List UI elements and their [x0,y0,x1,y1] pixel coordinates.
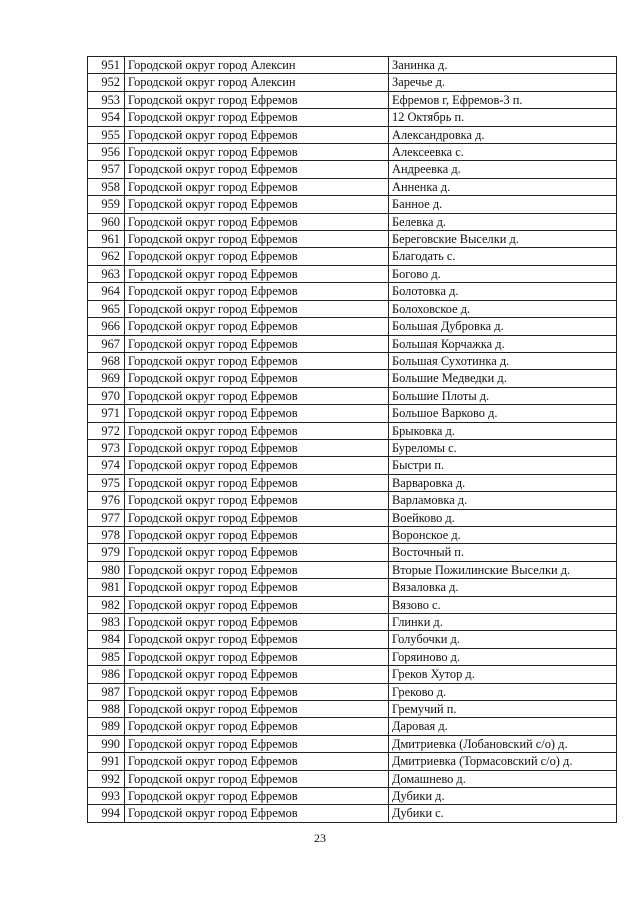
table-row [88,161,617,178]
table-row [88,492,617,509]
row-number-cell: 975 [88,474,125,491]
table-row [88,126,617,143]
district-cell: Городской округ город Ефремов [125,805,389,822]
table-row [88,405,617,422]
settlement-cell: Даровая д. [389,718,617,735]
row-number-cell: 994 [88,805,125,822]
settlement-cell: Дмитриевка (Лобановский с/о) д. [389,735,617,752]
settlement-cell: Благодать с. [389,248,617,265]
row-number-cell: 953 [88,91,125,108]
row-number-cell: 952 [88,74,125,91]
settlement-cell: Александровка д. [389,126,617,143]
settlement-cell: Большое Варково д. [389,405,617,422]
table-row [88,231,617,248]
district-cell: Городской округ город Ефремов [125,457,389,474]
row-number-cell: 982 [88,596,125,613]
row-number-cell: 966 [88,318,125,335]
district-cell: Городской округ город Ефремов [125,265,389,282]
settlement-cell: Буреломы с. [389,439,617,456]
table-row [88,335,617,352]
table-row [88,648,617,665]
table-row [88,57,617,74]
settlement-cell: Варламовка д. [389,492,617,509]
district-cell: Городской округ город Ефремов [125,770,389,787]
table-row [88,770,617,787]
row-number-cell: 980 [88,561,125,578]
row-number-cell: 971 [88,405,125,422]
district-cell: Городской округ город Ефремов [125,283,389,300]
table-row [88,91,617,108]
row-number-cell: 985 [88,648,125,665]
table-row [88,544,617,561]
table-row [88,439,617,456]
district-cell: Городской округ город Ефремов [125,509,389,526]
district-cell: Городской округ город Ефремов [125,422,389,439]
table-row [88,370,617,387]
district-cell: Городской округ город Ефремов [125,718,389,735]
table-row [88,561,617,578]
table-row [88,614,617,631]
district-cell: Городской округ город Ефремов [125,91,389,108]
settlement-cell: Гремучий п. [389,701,617,718]
district-cell: Городской округ город Ефремов [125,544,389,561]
settlement-cell: Глинки д. [389,614,617,631]
row-number-cell: 963 [88,265,125,282]
table-row [88,196,617,213]
settlement-cell: Береговские Выселки д. [389,231,617,248]
settlement-cell: Анненка д. [389,178,617,195]
row-number-cell: 960 [88,213,125,230]
district-cell: Городской округ город Ефремов [125,526,389,543]
row-number-cell: 979 [88,544,125,561]
row-number-cell: 978 [88,526,125,543]
row-number-cell: 983 [88,614,125,631]
table-row [88,718,617,735]
settlement-cell: Андреевка д. [389,161,617,178]
settlement-cell: Большие Медведки д. [389,370,617,387]
row-number-cell: 968 [88,352,125,369]
table-row [88,701,617,718]
settlement-cell: Голубочки д. [389,631,617,648]
page-number: 23 [314,831,326,845]
table-row [88,805,617,822]
row-number-cell: 961 [88,231,125,248]
district-cell: Городской округ город Ефремов [125,492,389,509]
row-number-cell: 959 [88,196,125,213]
table-row [88,631,617,648]
table-row [88,422,617,439]
table-row [88,352,617,369]
settlement-cell: Большая Дубровка д. [389,318,617,335]
row-number-cell: 958 [88,178,125,195]
settlement-cell: Греков Хутор д. [389,666,617,683]
district-cell: Городской округ город Ефремов [125,178,389,195]
settlement-cell: Белевка д. [389,213,617,230]
settlement-cell: Греково д. [389,683,617,700]
table-row [88,457,617,474]
district-cell: Городской округ город Ефремов [125,335,389,352]
district-cell: Городской округ город Алексин [125,74,389,91]
district-cell: Городской округ город Ефремов [125,701,389,718]
row-number-cell: 991 [88,753,125,770]
table-row [88,735,617,752]
settlement-cell: Брыковка д. [389,422,617,439]
row-number-cell: 986 [88,666,125,683]
district-cell: Городской округ город Ефремов [125,439,389,456]
district-cell: Городской округ город Ефремов [125,231,389,248]
table-body [88,57,617,823]
settlement-cell: Богово д. [389,265,617,282]
district-cell: Городской округ город Ефремов [125,161,389,178]
row-number-cell: 972 [88,422,125,439]
settlement-cell: Вязаловка д. [389,579,617,596]
row-number-cell: 992 [88,770,125,787]
district-cell: Городской округ город Алексин [125,57,389,74]
settlement-cell: Заречье д. [389,74,617,91]
row-number-cell: 976 [88,492,125,509]
district-cell: Городской округ город Ефремов [125,648,389,665]
row-number-cell: 951 [88,57,125,74]
district-cell: Городской округ город Ефремов [125,300,389,317]
row-number-cell: 962 [88,248,125,265]
table-row [88,74,617,91]
district-cell: Городской округ город Ефремов [125,109,389,126]
row-number-cell: 977 [88,509,125,526]
district-cell: Городской округ город Ефремов [125,666,389,683]
row-number-cell: 990 [88,735,125,752]
settlement-cell: Вторые Пожилинские Выселки д. [389,561,617,578]
settlement-cell: Дубики д. [389,788,617,805]
settlement-cell: Болоховское д. [389,300,617,317]
district-cell: Городской округ город Ефремов [125,579,389,596]
settlement-cell: Занинка д. [389,57,617,74]
settlement-cell: Большая Корчажка д. [389,335,617,352]
settlement-cell: Домашнево д. [389,770,617,787]
table-row [88,144,617,161]
district-cell: Городской округ город Ефремов [125,144,389,161]
row-number-cell: 981 [88,579,125,596]
settlement-cell: Дубики с. [389,805,617,822]
table-row [88,283,617,300]
document-page [87,56,616,823]
table-row [88,318,617,335]
table-row [88,526,617,543]
district-cell: Городской округ город Ефремов [125,196,389,213]
row-number-cell: 955 [88,126,125,143]
table-row [88,387,617,404]
settlement-cell: Восточный п. [389,544,617,561]
settlement-cell: 12 Октябрь п. [389,109,617,126]
row-number-cell: 969 [88,370,125,387]
settlement-cell: Вязово с. [389,596,617,613]
table-row [88,300,617,317]
district-cell: Городской округ город Ефремов [125,370,389,387]
district-cell: Городской округ город Ефремов [125,631,389,648]
table-row [88,109,617,126]
settlement-cell: Большие Плоты д. [389,387,617,404]
table-row [88,579,617,596]
district-cell: Городской округ город Ефремов [125,405,389,422]
district-cell: Городской округ город Ефремов [125,474,389,491]
row-number-cell: 970 [88,387,125,404]
table-row [88,683,617,700]
settlements-table [87,56,617,823]
table-row [88,474,617,491]
settlement-cell: Горяиново д. [389,648,617,665]
row-number-cell: 974 [88,457,125,474]
row-number-cell: 984 [88,631,125,648]
row-number-cell: 965 [88,300,125,317]
district-cell: Городской округ город Ефремов [125,248,389,265]
district-cell: Городской округ город Ефремов [125,561,389,578]
table-row [88,265,617,282]
table-row [88,753,617,770]
row-number-cell: 957 [88,161,125,178]
table-row [88,666,617,683]
row-number-cell: 954 [88,109,125,126]
row-number-cell: 964 [88,283,125,300]
district-cell: Городской округ город Ефремов [125,213,389,230]
table-row [88,213,617,230]
table-row [88,178,617,195]
district-cell: Городской округ город Ефремов [125,352,389,369]
table-row [88,248,617,265]
district-cell: Городской округ город Ефремов [125,318,389,335]
settlement-cell: Банное д. [389,196,617,213]
table-row [88,509,617,526]
district-cell: Городской округ город Ефремов [125,683,389,700]
settlement-cell: Воейково д. [389,509,617,526]
settlement-cell: Воронское д. [389,526,617,543]
row-number-cell: 973 [88,439,125,456]
district-cell: Городской округ город Ефремов [125,596,389,613]
row-number-cell: 987 [88,683,125,700]
district-cell: Городской округ город Ефремов [125,788,389,805]
settlement-cell: Дмитриевка (Тормасовский с/о) д. [389,753,617,770]
row-number-cell: 967 [88,335,125,352]
row-number-cell: 956 [88,144,125,161]
district-cell: Городской округ город Ефремов [125,753,389,770]
row-number-cell: 989 [88,718,125,735]
settlement-cell: Варваровка д. [389,474,617,491]
row-number-cell: 993 [88,788,125,805]
settlement-cell: Ефремов г, Ефремов-3 п. [389,91,617,108]
table-row [88,596,617,613]
district-cell: Городской округ город Ефремов [125,387,389,404]
district-cell: Городской округ город Ефремов [125,126,389,143]
district-cell: Городской округ город Ефремов [125,614,389,631]
settlement-cell: Алексеевка с. [389,144,617,161]
row-number-cell: 988 [88,701,125,718]
table-row [88,788,617,805]
settlement-cell: Быстри п. [389,457,617,474]
settlement-cell: Большая Сухотинка д. [389,352,617,369]
district-cell: Городской округ город Ефремов [125,735,389,752]
settlement-cell: Болотовка д. [389,283,617,300]
